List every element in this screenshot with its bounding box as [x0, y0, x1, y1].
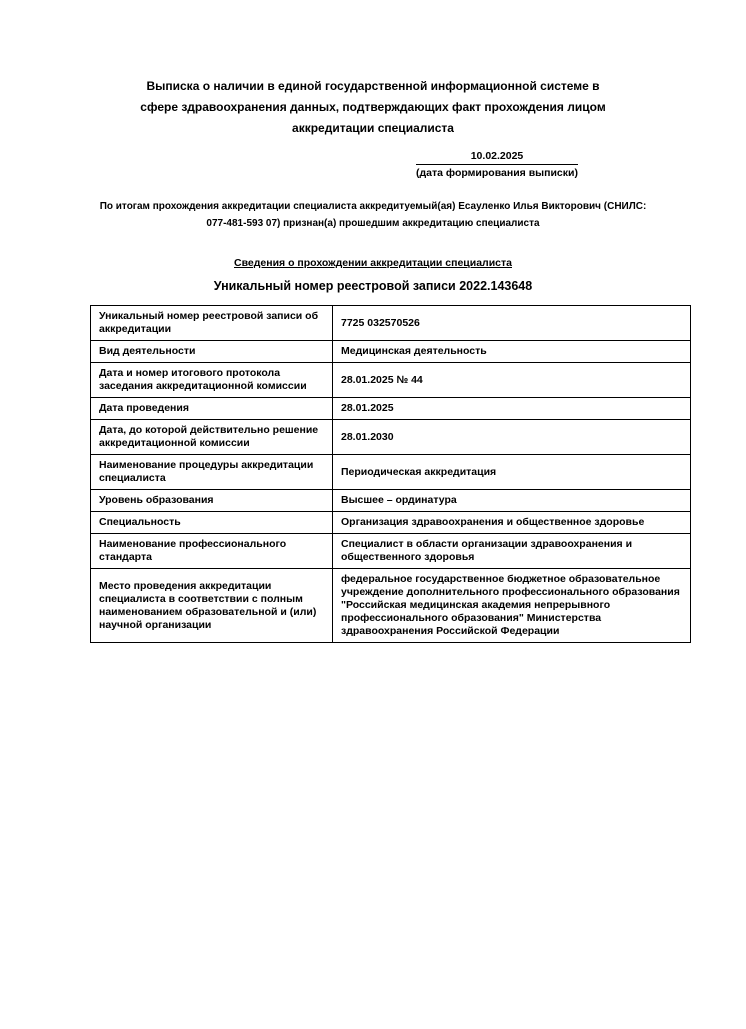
row-value: Организация здравоохранения и общественное здоровье [333, 512, 691, 534]
issue-date-value: 10.02.2025 [416, 149, 578, 165]
row-value: Специалист в области организации здравоохранения и общественного здоровья [333, 534, 691, 569]
table-row [91, 341, 691, 363]
registry-number-heading: Уникальный номер реестровой записи 2022.143648 [213, 279, 533, 293]
issue-date-block [416, 149, 578, 180]
intro-paragraph: По итогам прохождения аккредитации специалиста аккредитуемый(ая) Есауленко Илья Викторович (СНИЛС: 077-481-593 07) признан(а) прошедшим аккредитацию специалиста [99, 201, 647, 229]
row-label: Дата и номер итогового протокола заседания аккредитационной комиссии [91, 363, 333, 398]
table-row [91, 455, 691, 490]
row-value: Периодическая аккредитация [333, 455, 691, 490]
row-value: Высшее – ординатура [333, 490, 691, 512]
row-value: 28.01.2025 № 44 [333, 363, 691, 398]
issue-date-caption: (дата формирования выписки) [416, 167, 578, 179]
table-row [91, 512, 691, 534]
table-row [91, 306, 691, 341]
row-label: Место проведения аккредитации специалиста в соответствии с полным наименованием образовательной и (или) научной организации [91, 569, 333, 643]
table-row [91, 490, 691, 512]
row-label: Уровень образования [91, 490, 333, 512]
table-row [91, 569, 691, 643]
section-heading: Сведения о прохождении аккредитации специалиста [234, 257, 512, 269]
row-label: Дата, до которой действительно решение аккредитационной комиссии [91, 420, 333, 455]
table-row [91, 398, 691, 420]
row-label: Специальность [91, 512, 333, 534]
row-label: Уникальный номер реестровой записи об аккредитации [91, 306, 333, 341]
table-row [91, 420, 691, 455]
row-value: 28.01.2025 [333, 398, 691, 420]
table-row [91, 363, 691, 398]
row-value: 28.01.2030 [333, 420, 691, 455]
row-value: Медицинская деятельность [333, 341, 691, 363]
accreditation-table [90, 305, 691, 643]
accreditation-table-body [91, 306, 691, 643]
row-value: федеральное государственное бюджетное образовательное учреждение дополнительного профессионального образования "Российская медицинская академия непрерывного профессионального образования" Министерства здравоохранения Российской Федерации [333, 569, 691, 643]
row-label: Вид деятельности [91, 341, 333, 363]
row-label: Дата проведения [91, 398, 333, 420]
document-title: Выписка о наличии в единой государственной информационной системе в сфере здравоохранения данных, подтверждающих факт прохождения лицом аккредитации специалиста [140, 79, 606, 135]
table-row [91, 534, 691, 569]
row-label: Наименование профессионального стандарта [91, 534, 333, 569]
row-label: Наименование процедуры аккредитации специалиста [91, 455, 333, 490]
row-value: 7725 032570526 [333, 306, 691, 341]
